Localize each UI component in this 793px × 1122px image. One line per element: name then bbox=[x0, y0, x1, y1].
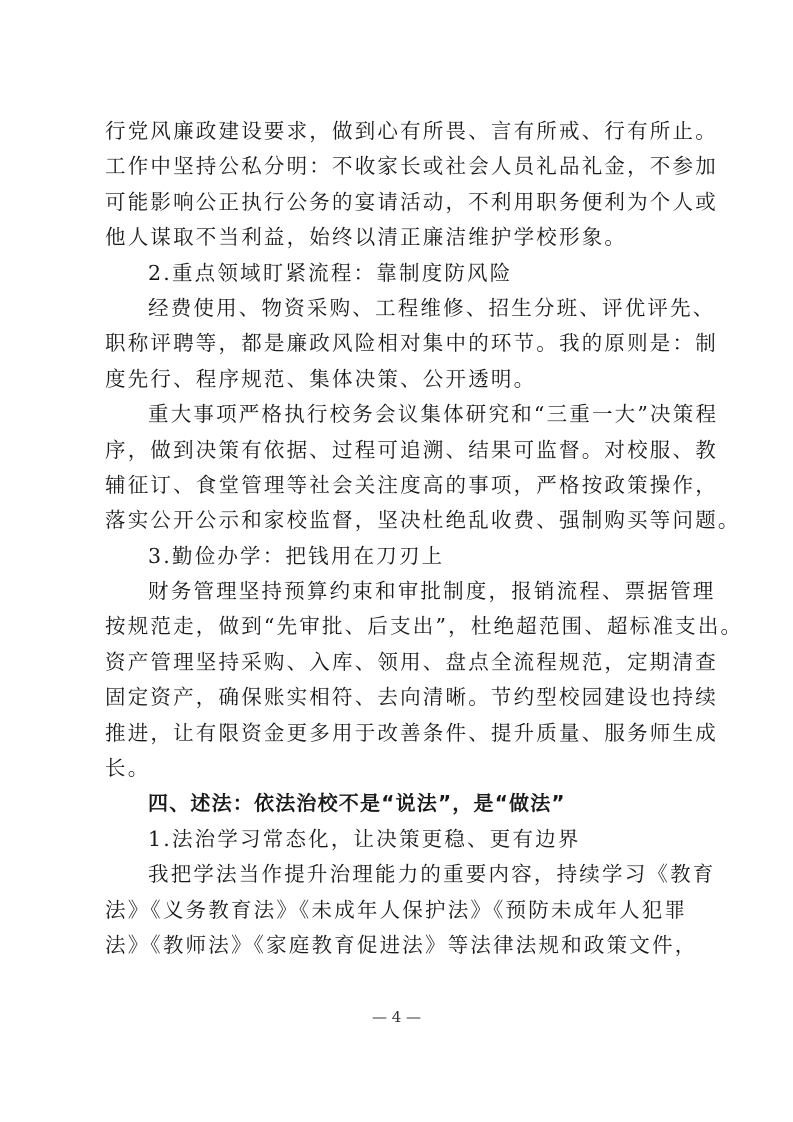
text-line: 长。 bbox=[105, 756, 151, 781]
text-line: 法》《义务教育法》《未成年人保护法》《预防未成年人犯罪 bbox=[105, 897, 688, 922]
subheading-1: 1.法治学习常态化，让决策更稳、更有边界 bbox=[148, 826, 581, 851]
text-line: 序，做到决策有依据、过程可追溯、结果可监督。对校服、教 bbox=[105, 437, 718, 462]
text-line: 工作中坚持公私分明：不收家长或社会人员礼品礼金，不参加 bbox=[105, 154, 718, 179]
text-line: 他人谋取不当利益，始终以清正廉洁维护学校形象。 bbox=[105, 225, 628, 250]
body-text bbox=[105, 114, 744, 963]
text-line: 固定资产，确保账实相符、去向清晰。节约型校园建设也持续 bbox=[105, 685, 718, 710]
text-line: 法》《教师法》《家庭教育促进法》等法律法规和政策文件， bbox=[105, 932, 698, 957]
text-line: 落实公开公示和家校监督，坚决杜绝乱收费、强制购买等问题。 bbox=[105, 508, 741, 533]
text-line: 辅征订、食堂管理等社会关注度高的事项，严格按政策操作， bbox=[105, 472, 718, 497]
subheading-3: 3.勤俭办学：把钱用在刀刃上 bbox=[148, 543, 445, 568]
text-line: 按规范走，做到“先审批、后支出”，杜绝超范围、超标准支出。 bbox=[105, 614, 744, 639]
text-line: 行党风廉政建设要求，做到心有所畏、言有所戒、行有所止。 bbox=[105, 119, 718, 143]
text-line: 资产管理坚持采购、入库、领用、盘点全流程规范，定期清查 bbox=[105, 649, 718, 674]
text-line: 重大事项严格执行校务会议集体研究和“三重一大”决策程 bbox=[148, 402, 719, 427]
text-line: 经费使用、物资采购、工程维修、招生分班、评优评先、 bbox=[148, 295, 716, 320]
page-number: — 4 — bbox=[371, 1008, 422, 1026]
section-heading-4: 四、述法：依法治校不是“说法”，是“做法” bbox=[148, 791, 566, 816]
text-line: 可能影响公正执行公务的宴请活动，不利用职务便利为个人或 bbox=[105, 189, 718, 214]
text-line: 职称评聘等，都是廉政风险相对集中的环节。我的原则是：制 bbox=[105, 331, 718, 356]
text-line: 度先行、程序规范、集体决策、公开透明。 bbox=[105, 366, 537, 391]
subheading-2: 2.重点领域盯紧流程：靠制度防风险 bbox=[148, 260, 513, 285]
text-line: 财务管理坚持预算约束和审批制度，报销流程、票据管理 bbox=[148, 579, 716, 604]
text-line: 推进，让有限资金更多用于改善条件、提升质量、服务师生成 bbox=[105, 720, 718, 745]
text-line: 我把学法当作提升治理能力的重要内容，持续学习《教育 bbox=[148, 862, 716, 887]
